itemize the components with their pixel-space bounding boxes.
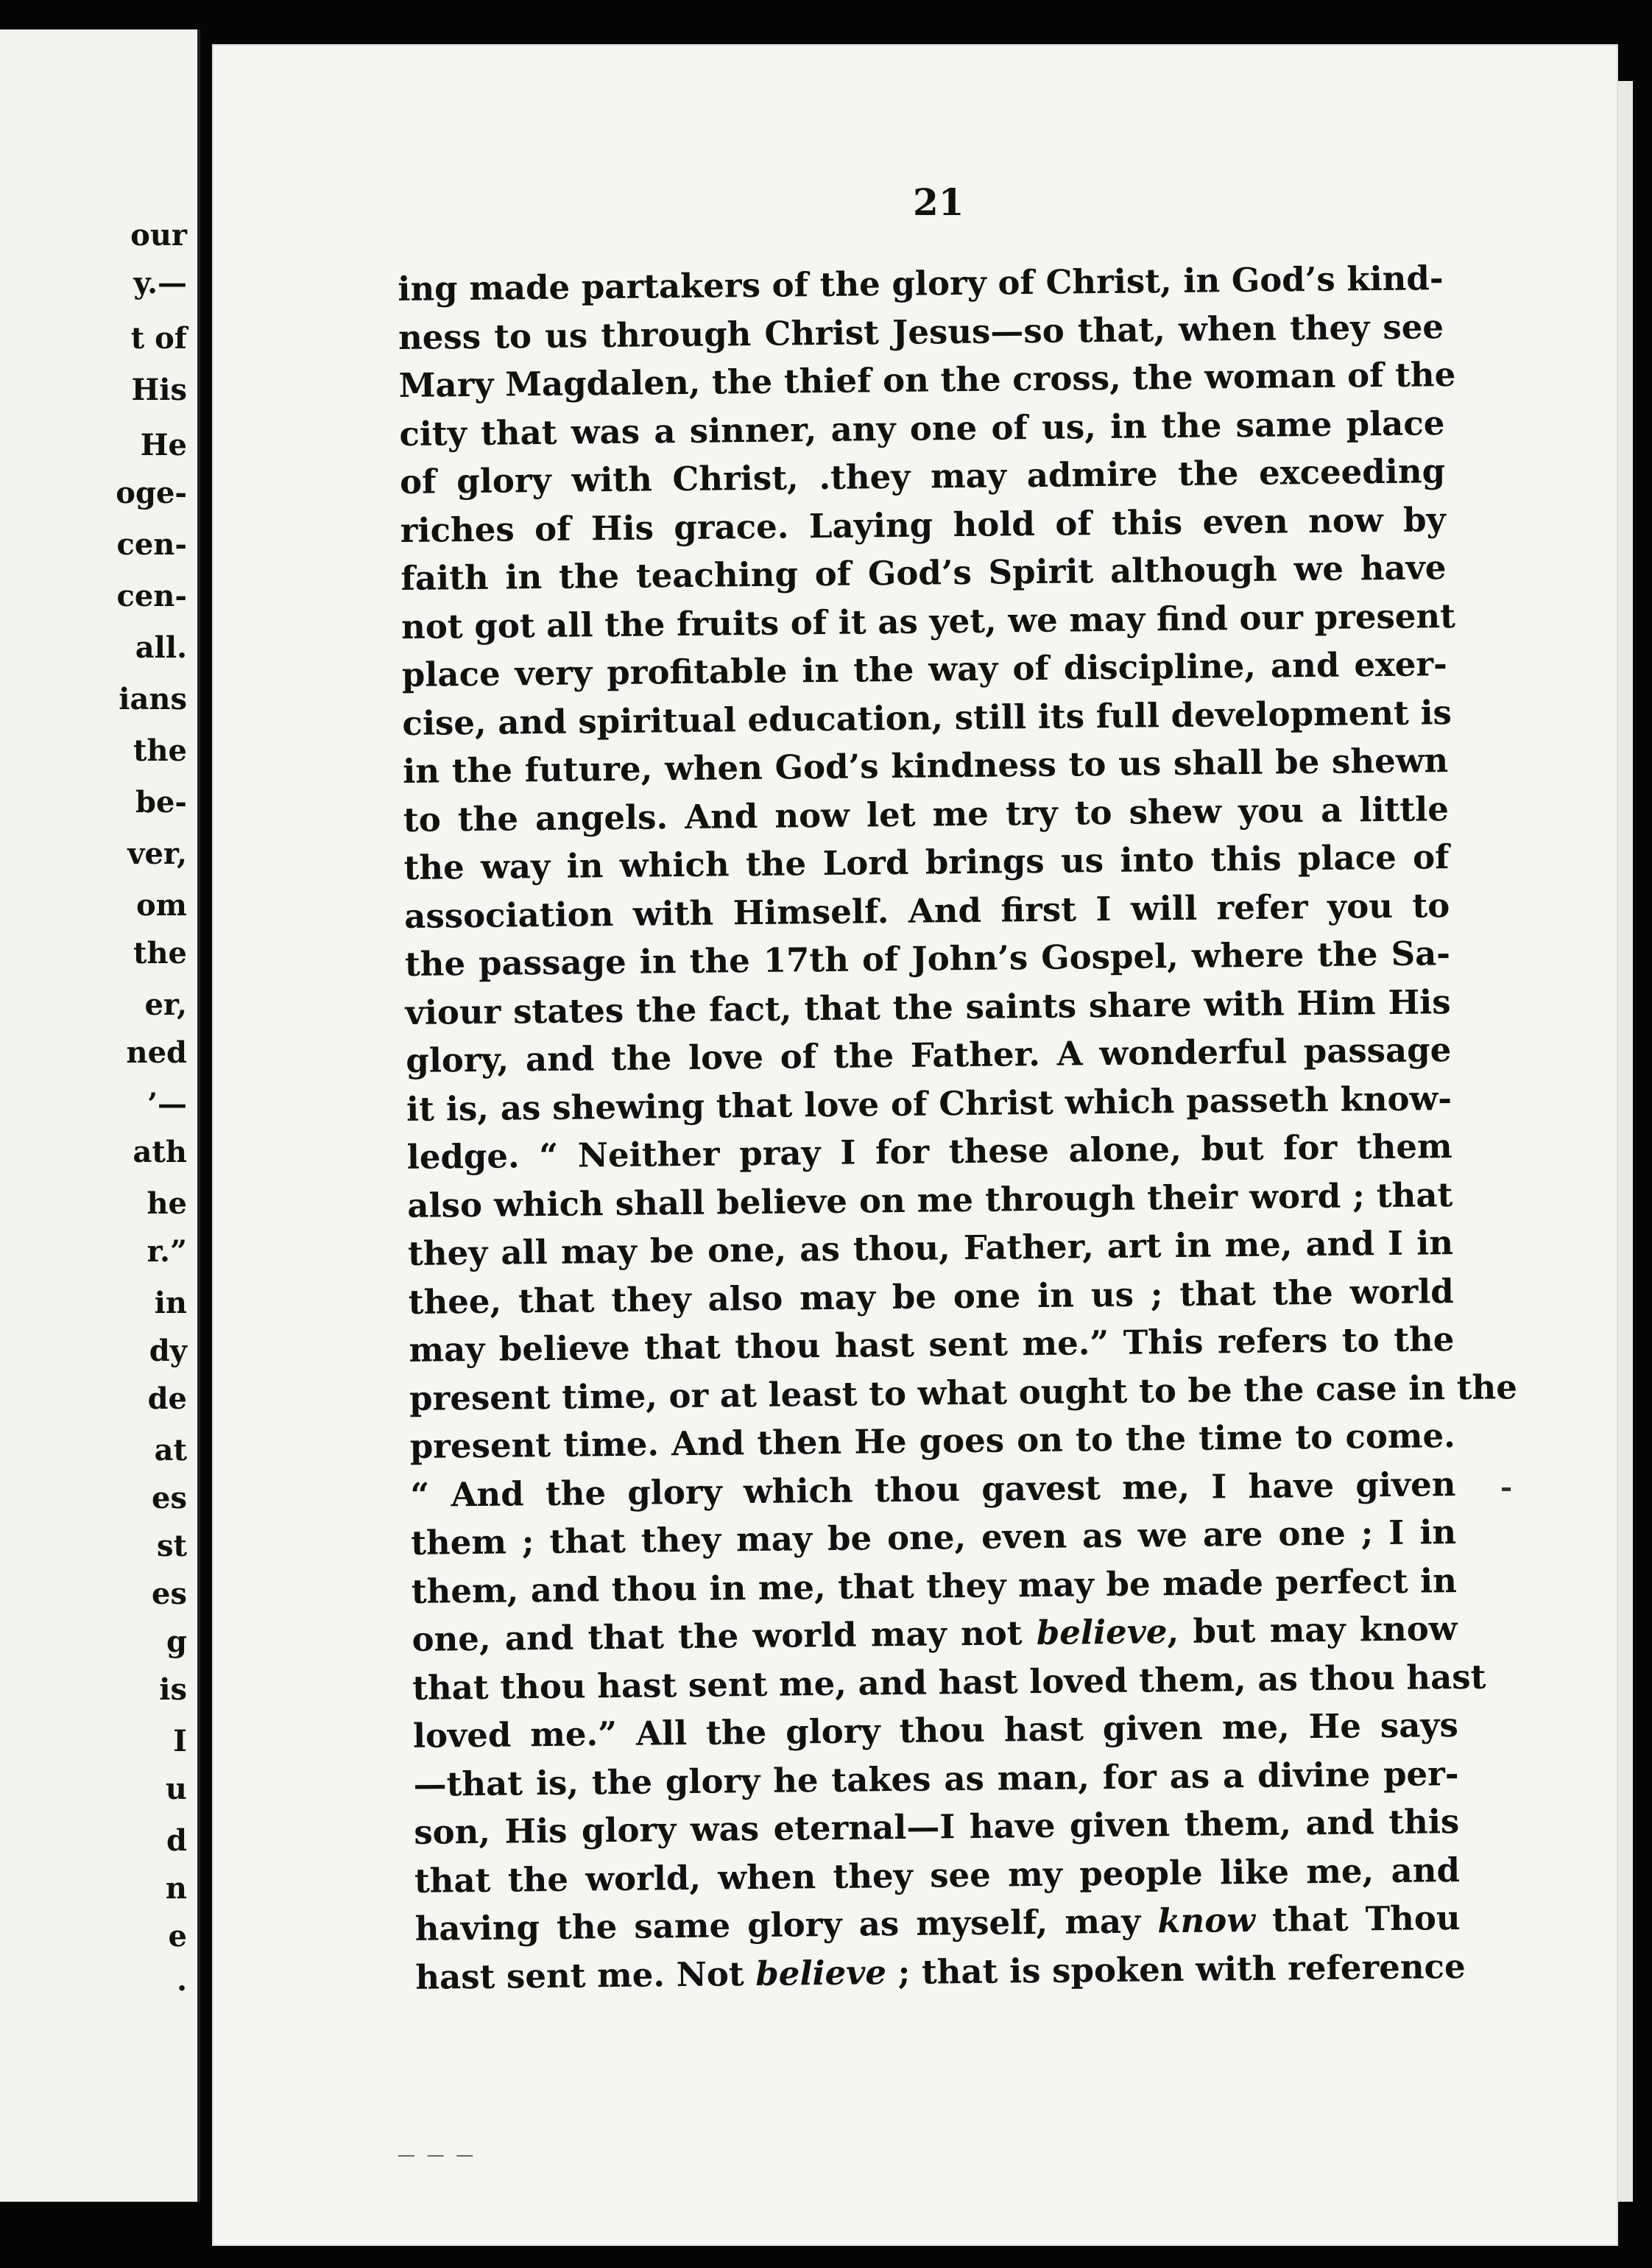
text-line: present time, or at least to what ought to be the case in the: [409, 1367, 1518, 1418]
left-page-fragment: t of: [130, 321, 187, 356]
text-line: association with Himself. And first I will refer you to: [403, 885, 1450, 936]
text-line: hast sent me. Not believe ; that is spoken with reference: [415, 1946, 1466, 1997]
text-line: one, and that the world may not believe, but may know: [412, 1609, 1458, 1659]
text-line: the way in which the Lord brings us into this place of: [403, 837, 1450, 887]
left-page-fragment: cen-: [116, 579, 187, 613]
left-page-fragment: er,: [144, 987, 187, 1022]
text-line: them, and thou in me, that they may be made perfect in: [411, 1560, 1458, 1611]
left-page-fragment: es: [152, 1577, 187, 1611]
text-line: ledge. “ Neither pray I for these alone, but for them: [406, 1127, 1452, 1177]
text-line: ness to us through Christ Jesus—so that, when they see: [398, 306, 1444, 357]
left-page-fragment: he: [147, 1186, 187, 1221]
left-page-fragment: ned: [126, 1035, 187, 1070]
left-page: [0, 29, 200, 2202]
text-line: glory, and the love of the Father. A wonderful passage: [406, 1030, 1452, 1080]
left-page-fragment: n: [165, 1871, 187, 1906]
left-page-fragment: es: [152, 1481, 187, 1515]
text-line: present time. And then He goes on to the time to come.: [409, 1416, 1456, 1466]
left-page-fragment: ath: [133, 1135, 187, 1169]
left-page-fragment: oge-: [116, 476, 187, 510]
left-page-fragment: the: [133, 936, 187, 971]
left-page-fragment: I: [173, 1724, 187, 1758]
text-line: son, His glory was eternal—I have given them, and this: [414, 1802, 1460, 1852]
left-page-fragment: .: [177, 1963, 187, 1998]
text-line: cise, and spiritual education, still its full development is: [402, 692, 1452, 743]
footer-mark: — — —: [398, 2144, 477, 2165]
left-page-fragment: u: [165, 1772, 187, 1806]
text-line: having the same glory as myself, may know that Thou: [414, 1898, 1461, 1948]
left-page-fragment: the: [133, 733, 187, 768]
page-number: 21: [913, 180, 964, 224]
left-page-fragment: be-: [135, 785, 187, 820]
text-line: Mary Magdalen, the thief on the cross, the woman of the: [398, 354, 1456, 405]
text-line: not got all the fruits of it as yet, we may find our present: [400, 596, 1456, 647]
text-line: thee, that they also may be one in us ; that the world: [408, 1271, 1454, 1322]
text-line: loved me.” All the glory thou hast given me, He says: [412, 1705, 1459, 1755]
left-page-fragment: our: [130, 218, 187, 253]
left-page-fragment: all.: [135, 630, 187, 665]
left-page-fragment: st: [157, 1529, 187, 1563]
text-line: of glory with Christ, .they may admire the exceeding: [399, 451, 1446, 501]
left-page-fragment: in: [154, 1286, 187, 1320]
text-line: —that is, the glory he takes as man, for as a divine per-: [413, 1753, 1459, 1804]
text-line: in the future, when God’s kindness to us shall be shewn: [402, 741, 1449, 791]
left-page-fragment: e: [168, 1919, 187, 1954]
text-line: it is, as shewing that love of Christ which passeth know-: [406, 1078, 1452, 1129]
text-line: that thou hast sent me, and hast loved them, as thou hast: [412, 1657, 1486, 1708]
text-line: viour states the fact, that the saints share with Him His: [405, 982, 1451, 1032]
left-page-fragment: His: [131, 373, 187, 407]
text-line: ing made partakers of the glory of Christ, in God’s kind-: [398, 258, 1444, 309]
text-line: riches of His grace. Laying hold of this even now by: [400, 499, 1446, 550]
left-page-fragment: ians: [119, 682, 187, 716]
left-page-fragment: He: [140, 428, 187, 462]
left-page-fragment: y.—: [133, 266, 187, 300]
left-page-fragment: de: [147, 1381, 187, 1416]
text-line: place very profitable in the way of discipline, and exer-: [401, 644, 1448, 694]
left-page-fragment: g: [166, 1624, 187, 1659]
text-line: that the world, when they see my people like me, and: [414, 1850, 1461, 1901]
text-line: them ; that they may be one, even as we are one ; I in: [410, 1512, 1457, 1563]
text-line: may believe that thou hast sent me.” This refers to the: [409, 1320, 1455, 1370]
text-line: faith in the teaching of God’s Spirit although we have: [400, 548, 1447, 598]
left-page-fragment: at: [154, 1433, 187, 1468]
text-line: also which shall believe on me through their word ; that: [407, 1174, 1453, 1225]
body-text: [398, 254, 1518, 2001]
text-line: to the angels. And now let me try to shew you a little: [403, 789, 1450, 839]
left-page-fragment: is: [159, 1672, 187, 1707]
page-edge: [1618, 81, 1633, 2202]
left-page-fragment: ’—: [147, 1087, 187, 1121]
text-line: “ And the glory which thou gavest me, I have given: [410, 1464, 1456, 1515]
text-line: city that was a sinner, any one of us, in the same place: [399, 403, 1445, 454]
left-page-fragment: cen-: [116, 527, 187, 562]
left-page-fragment: d: [166, 1823, 187, 1858]
text-line: they all may be one, as thou, Father, art in me, and I in: [407, 1223, 1454, 1273]
left-page-fragment: r.”: [147, 1234, 187, 1269]
left-page-fragment: dy: [149, 1334, 187, 1368]
margin-mark: [1502, 1487, 1511, 1491]
left-page-fragment: om: [135, 888, 187, 923]
text-line: the passage in the 17th of John’s Gospel, where the Sa-: [404, 934, 1451, 984]
left-page-fragment: ver,: [127, 837, 187, 871]
